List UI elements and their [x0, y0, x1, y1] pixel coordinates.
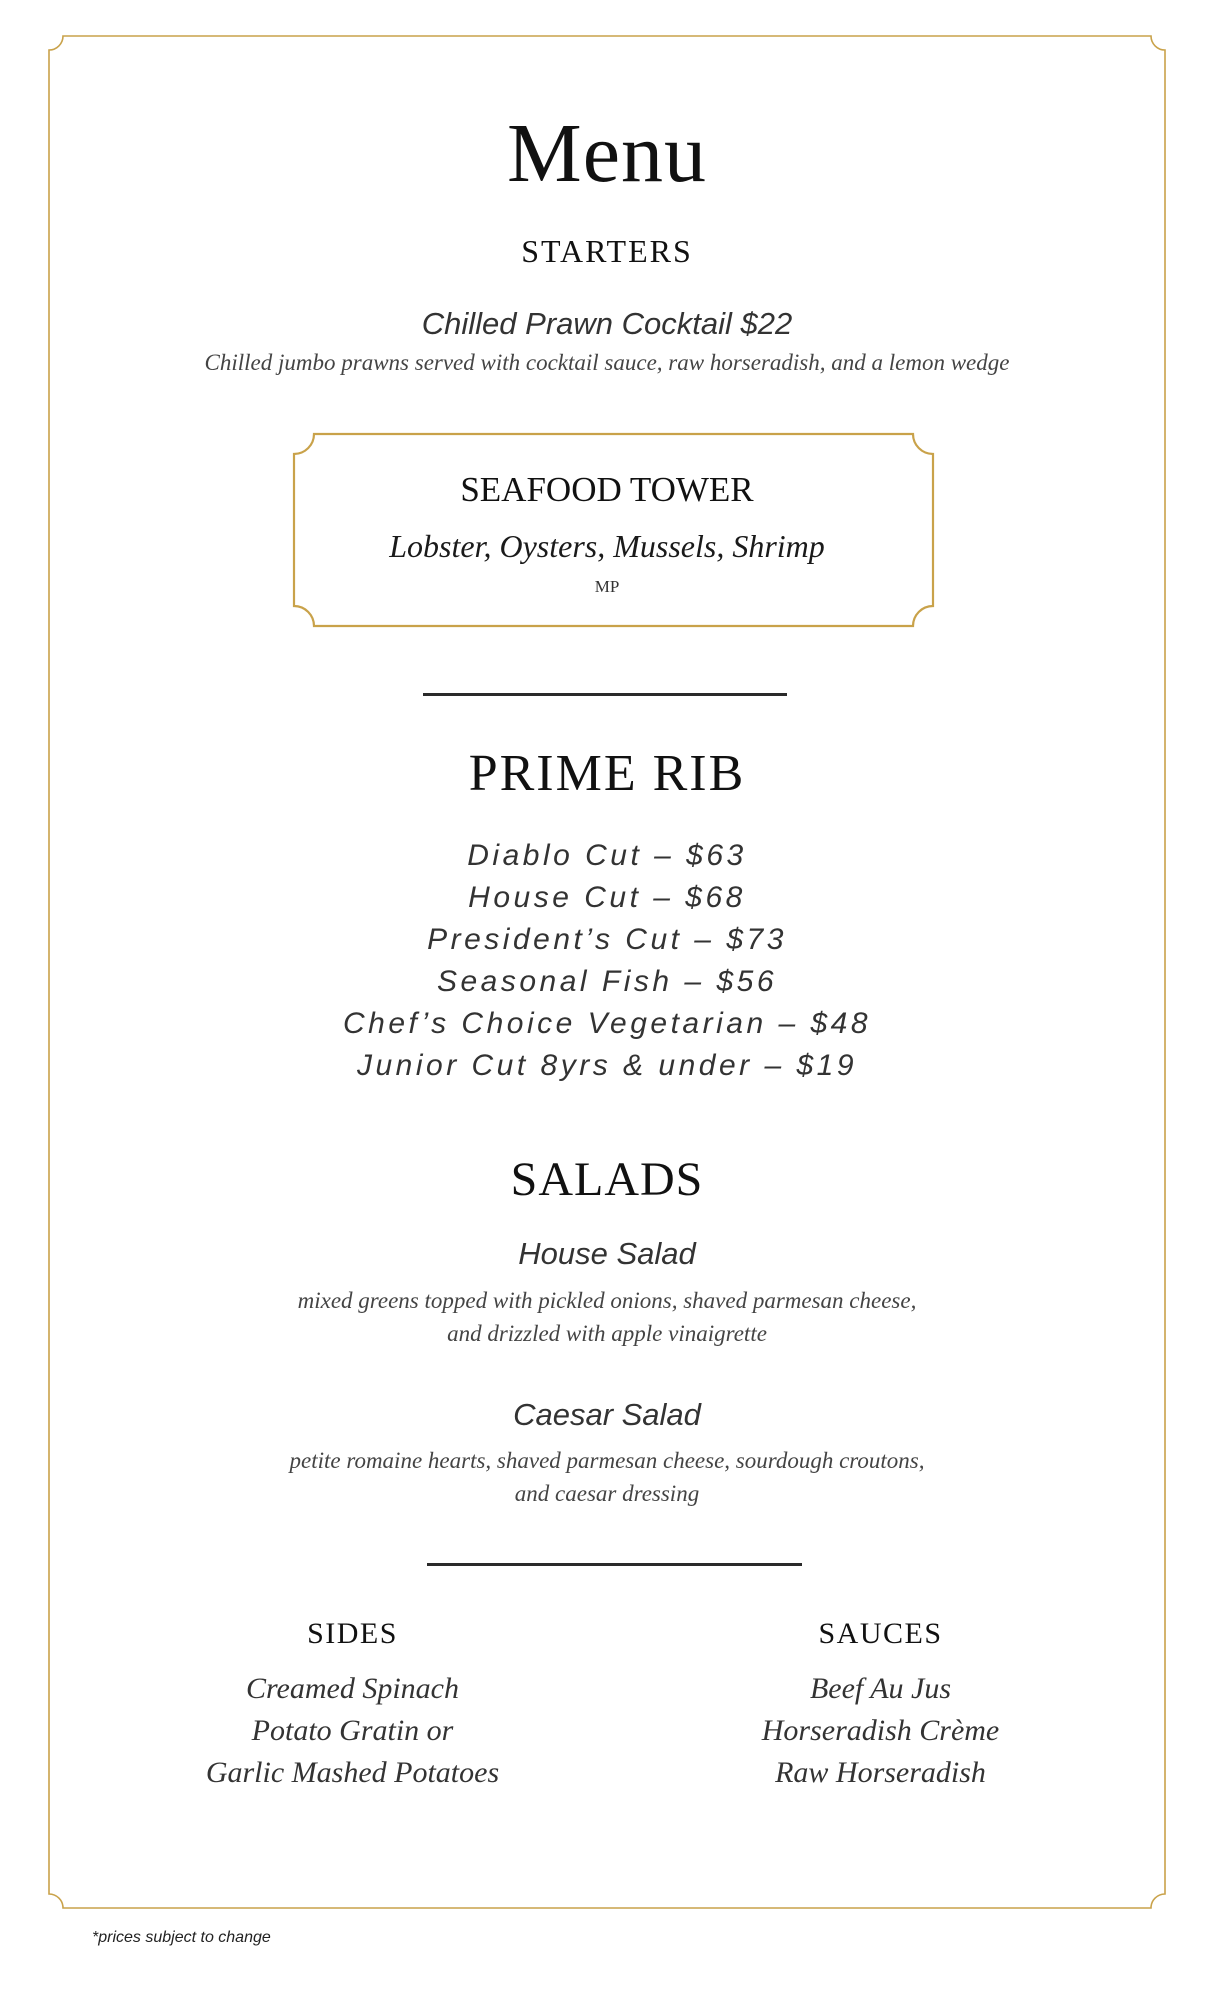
divider-line [423, 693, 787, 696]
divider-line [427, 1563, 802, 1566]
sides-list [150, 1668, 555, 1794]
prime-rib-item: House Cut – $68 [468, 881, 746, 914]
seafood-tower-price: MP [594, 577, 620, 596]
seafood-tower-title: SEAFOOD TOWER [460, 470, 754, 509]
prime-rib-item: Seasonal Fish – $56 [436, 965, 777, 998]
sides-heading: SIDES [307, 1617, 398, 1650]
salads-heading: SALADS [510, 1153, 704, 1206]
sauces-list [678, 1668, 1083, 1794]
sauces-heading: SAUCES [818, 1617, 943, 1650]
prime-rib-heading: PRIME RIB [468, 745, 746, 802]
prawn-cocktail-description: Chilled jumbo prawns served with cocktail sauce, raw horseradish, and a lemon wedge [204, 350, 1010, 375]
house-salad-desc-line: and drizzled with apple vinaigrette [447, 1321, 767, 1346]
prime-rib-item: Chef’s Choice Vegetarian – $48 [342, 1007, 872, 1040]
side-item: Creamed Spinach [245, 1672, 460, 1705]
seafood-tower-items: Lobster, Oysters, Mussels, Shrimp [389, 528, 825, 564]
prime-rib-item: Diablo Cut – $63 [467, 839, 747, 872]
side-item: Garlic Mashed Potatoes [205, 1756, 500, 1789]
prime-rib-list [0, 835, 1214, 1087]
house-salad-desc-line: mixed greens topped with pickled onions, shaved parmesan cheese, [297, 1288, 917, 1313]
prime-rib-item: Junior Cut 8yrs & under – $19 [356, 1049, 858, 1082]
starters-heading: STARTERS [521, 233, 693, 269]
caesar-salad-desc-line: petite romaine hearts, shaved parmesan cheese, sourdough croutons, [289, 1448, 925, 1473]
house-salad-description [0, 1284, 1214, 1350]
caesar-salad-name: Caesar Salad [513, 1397, 701, 1432]
caesar-salad-desc-line: and caesar dressing [514, 1481, 700, 1506]
house-salad-name: House Salad [518, 1236, 696, 1271]
menu-title: Menu [507, 107, 707, 200]
price-footnote: *prices subject to change [92, 1929, 271, 1946]
sauce-item: Beef Au Jus [809, 1672, 952, 1705]
prime-rib-item: President’s Cut – $73 [427, 923, 787, 956]
prawn-cocktail-name: Chilled Prawn Cocktail $22 [421, 306, 793, 341]
sauce-item: Horseradish Crème [761, 1714, 1000, 1747]
caesar-salad-description [0, 1444, 1214, 1510]
sauce-item: Raw Horseradish [775, 1756, 986, 1789]
side-item: Potato Gratin or [251, 1714, 454, 1747]
